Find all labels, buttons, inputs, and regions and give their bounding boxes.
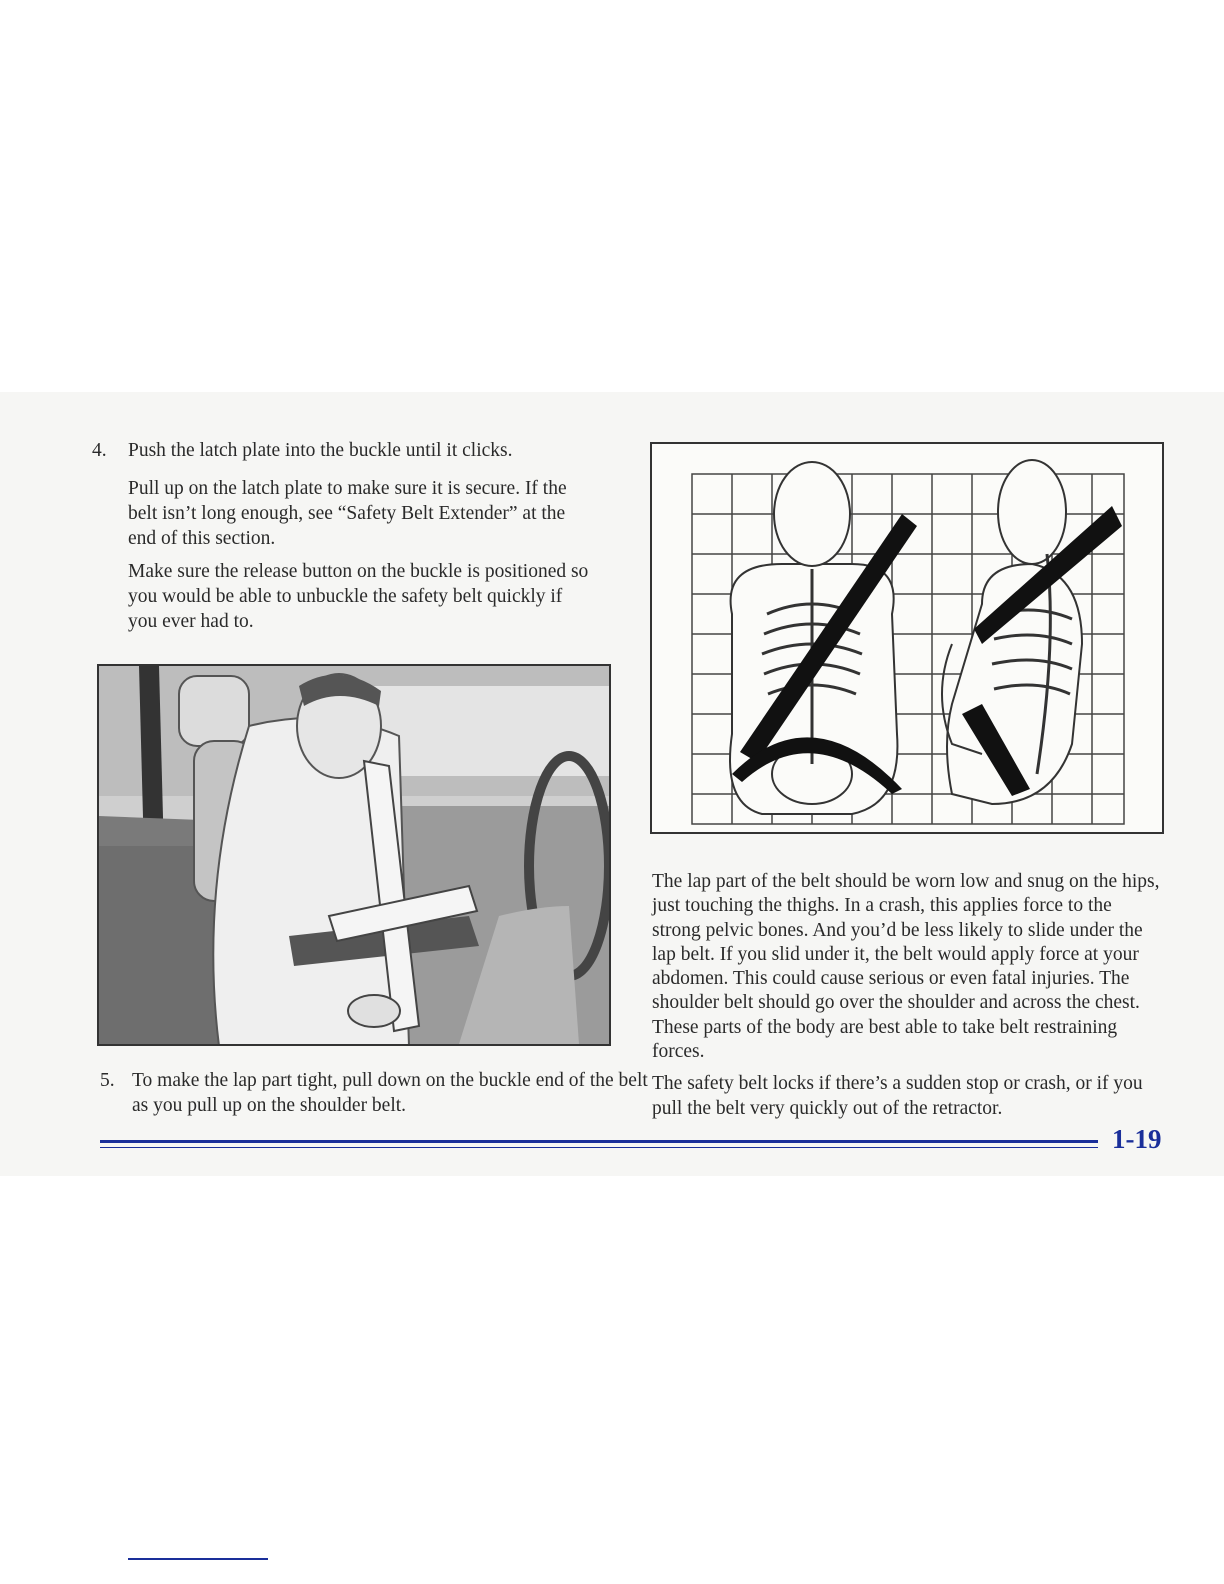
step-5 [100,1068,652,1118]
step-4-paragraph-2: Make sure the release button on the buckle is positioned so you would be able to unbuckle the safety belt quickly if you ever had to. [128,561,589,632]
step-5-text: To make the lap part tight, pull down on the buckle end of the belt as you pull up on the shoulder belt. [132,1070,648,1116]
left-column [92,438,592,634]
footer-rule-thick [100,1140,1098,1143]
step-4-text: Push the latch plate into the buckle until it clicks. [128,440,513,461]
page-number: 1-19 [1112,1124,1162,1154]
step-4 [92,438,592,463]
step-4-paragraph-1: Pull up on the latch plate to make sure it is secure. If the belt isn’t long enough, see “Safety Belt Extender” at the end of this section. [128,478,567,549]
belt-lock-paragraph: The safety belt locks if there’s a sudden stop or crash, or if you pull the belt very quickly out of the retractor. [652,1073,1143,1119]
side-skeleton [942,460,1082,804]
buckling-photo-illustration [97,664,611,1046]
bottom-accent-line [128,1558,268,1560]
lap-belt-paragraph: The lap part of the belt should be worn low and snug on the hips, just touching the thighs. In a crash, this applies force to the strong pelvic bones. And you’d be less likely to slide under the lap belt. If you slid under it, the belt would apply force at your abdomen. This could cause serious or even fatal injuries. The shoulder belt should go over the shoulder and across the chest. These parts of the body are best able to take belt restraining forces. [652,871,1160,1063]
right-column [652,870,1162,1129]
skeleton-belt-diagram [652,444,1162,832]
step-4-number: 4. [92,440,107,461]
driver-buckling-belt-image [99,666,609,1044]
footer-rule-thin [100,1147,1098,1148]
belt-position-diagram [650,442,1164,834]
step-5-number: 5. [100,1070,115,1091]
